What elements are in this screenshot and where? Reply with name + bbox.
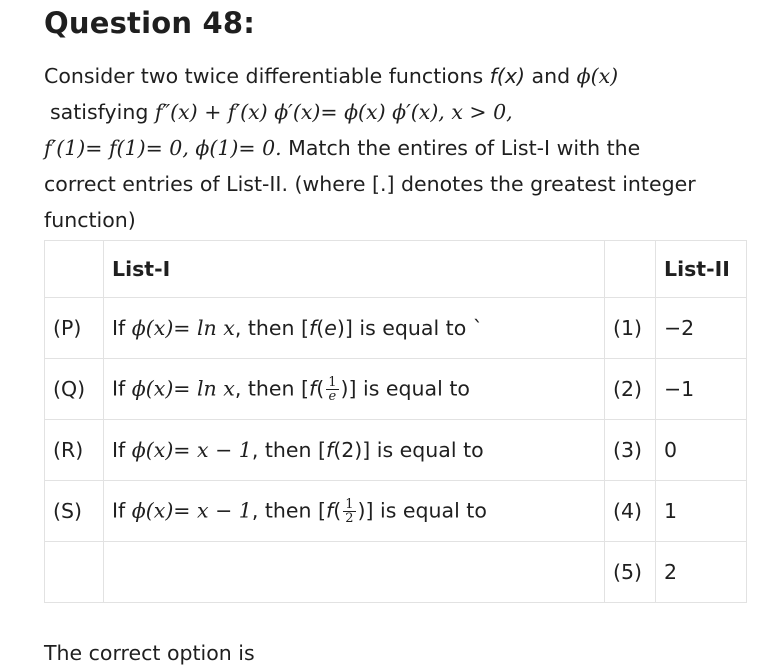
- question-text: [44, 58, 754, 238]
- fraction-denominator: e: [328, 388, 337, 404]
- table-row: [45, 420, 747, 481]
- list-1-entry: [104, 481, 605, 542]
- text-segment: Consider two twice differentiable functions: [44, 64, 490, 88]
- row-label: (P): [45, 298, 104, 359]
- row-label: (R): [45, 420, 104, 481]
- list-1-entry: [104, 359, 605, 420]
- row-label: [45, 542, 104, 603]
- list-2-number: (1): [605, 298, 656, 359]
- function-f-label: f: [309, 316, 317, 340]
- table-row: [45, 542, 747, 603]
- text-segment: , then [: [234, 316, 310, 340]
- fraction-numerator: 1: [328, 374, 337, 390]
- list-2-number: (2): [605, 359, 656, 420]
- text-segment: )] is equal to: [357, 498, 487, 522]
- function-phi-label: ϕ(x): [576, 64, 619, 88]
- list-1-entry-empty: [104, 542, 605, 603]
- text-segment: If: [112, 438, 132, 462]
- text-segment: and: [525, 64, 577, 88]
- list-2-number: (3): [605, 420, 656, 481]
- list-2-value: 2: [656, 542, 747, 603]
- phi-condition: ϕ(x)= x − 1: [131, 438, 252, 462]
- text-segment: , then [: [234, 376, 310, 400]
- question-line-4: correct entries of List-II. (where [.] denotes the greatest integer: [44, 172, 696, 196]
- header-list-2: List-II: [656, 241, 747, 298]
- fraction: [326, 376, 338, 403]
- text-segment: If: [112, 376, 132, 400]
- fraction-numerator: 1: [345, 496, 354, 512]
- function-argument: 2: [341, 438, 355, 462]
- function-argument: e: [324, 316, 337, 340]
- text-segment: , then [: [251, 498, 327, 522]
- question-line-1: [44, 58, 754, 94]
- question-line-3: [44, 130, 754, 166]
- phi-condition: ϕ(x)= x − 1: [131, 498, 252, 522]
- list-1-entry: [104, 420, 605, 481]
- list-2-number: (4): [605, 481, 656, 542]
- function-f-label: f: [326, 498, 334, 522]
- text-segment: Match the entires of List-I with the: [281, 136, 641, 160]
- header-empty-cell: [45, 241, 104, 298]
- header-empty-cell: [605, 241, 656, 298]
- text-segment: )] is equal to: [354, 438, 484, 462]
- text-segment: )] is equal to: [340, 376, 470, 400]
- text-segment: (: [333, 498, 342, 522]
- text-segment: satisfying: [50, 100, 155, 124]
- differential-equation: f″(x) + f′(x) ϕ′(x)= ϕ(x) ϕ′(x), x > 0,: [154, 100, 513, 124]
- list-2-number: (5): [605, 542, 656, 603]
- correct-option-prompt: The correct option is: [44, 641, 255, 665]
- text-segment: )] is equal to `: [336, 316, 484, 340]
- question-title: Question 48:: [44, 6, 256, 40]
- phi-condition: ϕ(x)= ln x: [131, 376, 235, 400]
- function-f-label: f: [309, 376, 317, 400]
- text-segment: If: [112, 316, 132, 340]
- table-header-row: [45, 241, 747, 298]
- table-row: [45, 298, 747, 359]
- row-label: (Q): [45, 359, 104, 420]
- text-segment: (: [316, 316, 325, 340]
- list-2-value: 0: [656, 420, 747, 481]
- table-row: [45, 359, 747, 420]
- text-segment: , then [: [251, 438, 327, 462]
- table-row: [45, 481, 747, 542]
- list-2-value: −1: [656, 359, 747, 420]
- list-1-entry: [104, 298, 605, 359]
- phi-condition: ϕ(x)= ln x: [131, 316, 235, 340]
- matching-table: [44, 240, 747, 603]
- function-f-label: f(x): [489, 64, 526, 88]
- header-list-1: List-I: [104, 241, 605, 298]
- fraction-denominator: 2: [345, 510, 354, 526]
- initial-conditions: f′(1)= f(1)= 0, ϕ(1)= 0.: [44, 136, 282, 160]
- text-segment: (: [333, 438, 342, 462]
- list-2-value: 1: [656, 481, 747, 542]
- question-line-5: function): [44, 208, 136, 232]
- question-line-2: [44, 94, 754, 130]
- text-segment: If: [112, 498, 132, 522]
- text-segment: (: [316, 376, 325, 400]
- fraction: [343, 498, 355, 525]
- list-2-value: −2: [656, 298, 747, 359]
- function-f-label: f: [326, 438, 334, 462]
- row-label: (S): [45, 481, 104, 542]
